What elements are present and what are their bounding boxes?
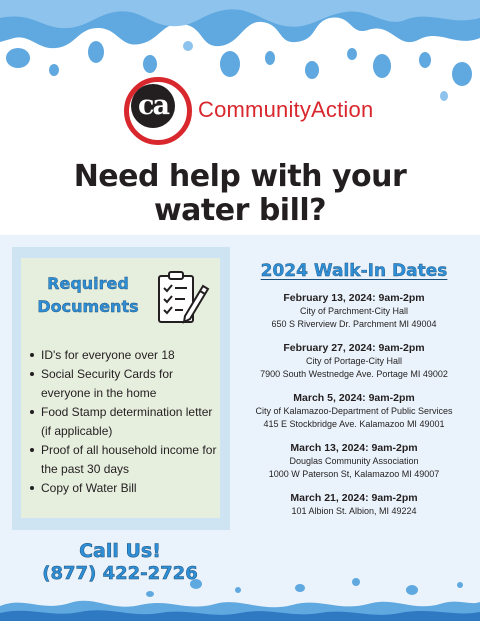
date-entry (236, 492, 472, 518)
walk-in-dates-title: 2024 Walk-In Dates (260, 261, 448, 281)
date-time: March 13, 2024: 9am-2pm (290, 442, 418, 454)
checklist-pen-icon (155, 268, 211, 328)
community-action-logo (118, 75, 378, 145)
logo-wordmark: CommunityAction (198, 97, 374, 122)
date-address: 1000 W Paterson St, Kalamazoo MI 49007 (268, 469, 440, 479)
list-item: Social Security Cards for everyone in the home (30, 365, 218, 403)
page-headline (20, 160, 460, 228)
date-entry (236, 342, 472, 381)
date-entry (236, 292, 472, 331)
date-location: City of Portage-City Hall (305, 356, 403, 366)
date-address: 650 S Riverview Dr. Parchment MI 49004 (271, 319, 437, 329)
required-documents-title: Required Documents (37, 274, 139, 316)
list-item: Copy of Water Bill (30, 479, 218, 498)
date-location: City of Parchment-City Hall (299, 306, 409, 316)
headline-line-2: water bill? (153, 193, 327, 228)
call-us-block (20, 540, 220, 585)
list-item: Food Stamp determination letter (if applicable) (30, 403, 218, 441)
date-location: City of Kalamazoo-Department of Public Services (255, 406, 453, 416)
call-us-heading: Call Us! (79, 540, 161, 562)
list-item: Proof of all household income for the past 30 days (30, 441, 218, 479)
walk-in-dates-list (236, 292, 472, 529)
date-time: February 13, 2024: 9am-2pm (283, 292, 425, 304)
phone-number[interactable]: (877) 422-2726 (42, 563, 198, 584)
date-time: March 21, 2024: 9am-2pm (290, 492, 418, 504)
date-location: Douglas Community Association (289, 456, 419, 466)
list-item: ID's for everyone over 18 (30, 346, 218, 365)
date-entry (236, 392, 472, 431)
date-time: March 5, 2024: 9am-2pm (293, 392, 415, 404)
date-address: 415 E Stockbridge Ave. Kalamazoo MI 49001 (263, 419, 445, 429)
date-time: February 27, 2024: 9am-2pm (283, 342, 425, 354)
headline-line-1: Need help with your (73, 159, 407, 194)
date-entry (236, 442, 472, 481)
logo-mark: ca (131, 84, 175, 128)
date-address: 7900 South Westnedge Ave. Portage MI 49002 (260, 369, 448, 379)
date-address: 101 Albion St. Albion, MI 49224 (291, 506, 417, 516)
required-documents-list (30, 346, 218, 498)
